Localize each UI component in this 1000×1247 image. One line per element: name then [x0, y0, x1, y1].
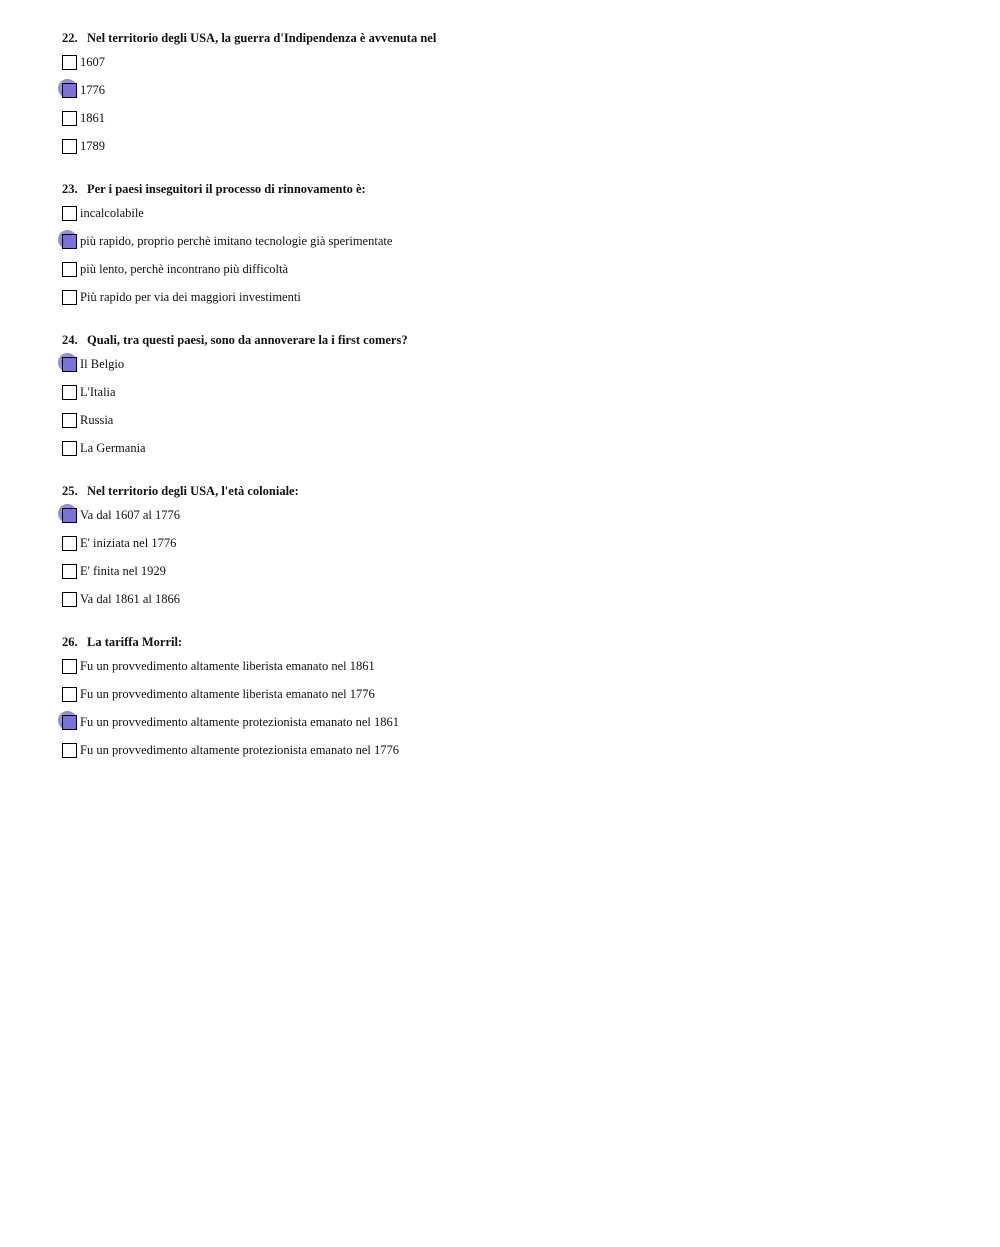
answer-option[interactable] [62, 715, 962, 743]
checkbox[interactable] [62, 290, 77, 305]
checkbox-box[interactable] [62, 508, 77, 523]
answer-option[interactable] [62, 55, 962, 83]
checkbox[interactable] [62, 83, 77, 98]
answer-option[interactable] [62, 536, 962, 564]
answer-label: incalcolabile [80, 206, 144, 220]
checkbox-box[interactable] [62, 262, 77, 277]
answer-option[interactable] [62, 234, 962, 262]
answer-option[interactable] [62, 290, 962, 318]
checkbox-box[interactable] [62, 413, 77, 428]
question-24 [62, 332, 962, 469]
checkbox-box[interactable] [62, 536, 77, 551]
answer-label: più rapido, proprio perchè imitano tecnologie già sperimentate [80, 234, 393, 248]
answer-label: Più rapido per via dei maggiori investimenti [80, 290, 301, 304]
checkbox[interactable] [62, 206, 77, 221]
question-title [62, 483, 962, 499]
answer-label: Va dal 1607 al 1776 [80, 508, 180, 522]
question-number: 24. [62, 333, 78, 347]
answer-option[interactable] [62, 139, 962, 167]
answer-label: L'Italia [80, 385, 116, 399]
question-text: Per i paesi inseguitori il processo di rinnovamento è: [87, 182, 366, 196]
checkbox[interactable] [62, 111, 77, 126]
answer-option[interactable] [62, 262, 962, 290]
question-text: Quali, tra questi paesi, sono da annoverare la i first comers? [87, 333, 408, 347]
answer-option[interactable] [62, 659, 962, 687]
answer-option[interactable] [62, 111, 962, 139]
question-25 [62, 483, 962, 620]
answer-options [62, 55, 962, 167]
question-text: La tariffa Morril: [87, 635, 183, 649]
answer-label: Il Belgio [80, 357, 125, 371]
answer-option[interactable] [62, 743, 962, 771]
checkbox-box[interactable] [62, 564, 77, 579]
question-22 [62, 30, 962, 167]
question-title [62, 181, 962, 197]
checkbox-box[interactable] [62, 83, 77, 98]
checkbox-box[interactable] [62, 111, 77, 126]
answer-option[interactable] [62, 413, 962, 441]
checkbox-box[interactable] [62, 659, 77, 674]
checkbox[interactable] [62, 441, 77, 456]
checkbox-box[interactable] [62, 592, 77, 607]
answer-option[interactable] [62, 385, 962, 413]
answer-options [62, 508, 962, 620]
question-number: 26. [62, 635, 78, 649]
checkbox[interactable] [62, 139, 77, 154]
answer-option[interactable] [62, 564, 962, 592]
checkbox-box[interactable] [62, 441, 77, 456]
checkbox-box[interactable] [62, 139, 77, 154]
answer-label: più lento, perchè incontrano più difficoltà [80, 262, 289, 276]
answer-label: 1789 [80, 139, 105, 153]
answer-options [62, 206, 962, 318]
checkbox[interactable] [62, 743, 77, 758]
checkbox-box[interactable] [62, 743, 77, 758]
checkbox-box[interactable] [62, 385, 77, 400]
question-26 [62, 634, 962, 771]
question-title [62, 30, 962, 46]
checkbox-box[interactable] [62, 687, 77, 702]
checkbox-box[interactable] [62, 290, 77, 305]
checkbox-box[interactable] [62, 357, 77, 372]
checkbox[interactable] [62, 385, 77, 400]
checkbox[interactable] [62, 715, 77, 730]
checkbox[interactable] [62, 413, 77, 428]
checkbox[interactable] [62, 508, 77, 523]
answer-label: Fu un provvedimento altamente liberista emanato nel 1776 [80, 687, 375, 701]
question-number: 23. [62, 182, 78, 196]
question-text: Nel territorio degli USA, la guerra d'Indipendenza è avvenuta nel [87, 31, 437, 45]
answer-option[interactable] [62, 592, 962, 620]
checkbox[interactable] [62, 659, 77, 674]
answer-option[interactable] [62, 441, 962, 469]
answer-options [62, 659, 962, 771]
question-23 [62, 181, 962, 318]
answer-label: 1861 [80, 111, 105, 125]
answer-option[interactable] [62, 357, 962, 385]
checkbox[interactable] [62, 687, 77, 702]
checkbox-box[interactable] [62, 55, 77, 70]
answer-label: Fu un provvedimento altamente liberista emanato nel 1861 [80, 659, 375, 673]
answer-label: E' iniziata nel 1776 [80, 536, 177, 550]
checkbox[interactable] [62, 564, 77, 579]
answer-label: Fu un provvedimento altamente protezionista emanato nel 1861 [80, 715, 400, 729]
checkbox[interactable] [62, 262, 77, 277]
answer-option[interactable] [62, 206, 962, 234]
answer-label: Fu un provvedimento altamente protezionista emanato nel 1776 [80, 743, 400, 757]
answer-label: La Germania [80, 441, 146, 455]
checkbox[interactable] [62, 55, 77, 70]
question-text: Nel territorio degli USA, l'età coloniale: [87, 484, 299, 498]
answer-label: E' finita nel 1929 [80, 564, 166, 578]
answer-label: 1776 [80, 83, 105, 97]
question-number: 25. [62, 484, 78, 498]
question-number: 22. [62, 31, 78, 45]
answer-option[interactable] [62, 83, 962, 111]
answer-option[interactable] [62, 687, 962, 715]
checkbox[interactable] [62, 357, 77, 372]
answer-options [62, 357, 962, 469]
checkbox[interactable] [62, 536, 77, 551]
answer-option[interactable] [62, 508, 962, 536]
checkbox-box[interactable] [62, 715, 77, 730]
question-title [62, 332, 962, 348]
answer-label: Russia [80, 413, 114, 427]
checkbox[interactable] [62, 234, 77, 249]
answer-label: 1607 [80, 55, 105, 69]
checkbox-box[interactable] [62, 234, 77, 249]
checkbox[interactable] [62, 592, 77, 607]
answer-label: Va dal 1861 al 1866 [80, 592, 180, 606]
checkbox-box[interactable] [62, 206, 77, 221]
question-title [62, 634, 962, 650]
